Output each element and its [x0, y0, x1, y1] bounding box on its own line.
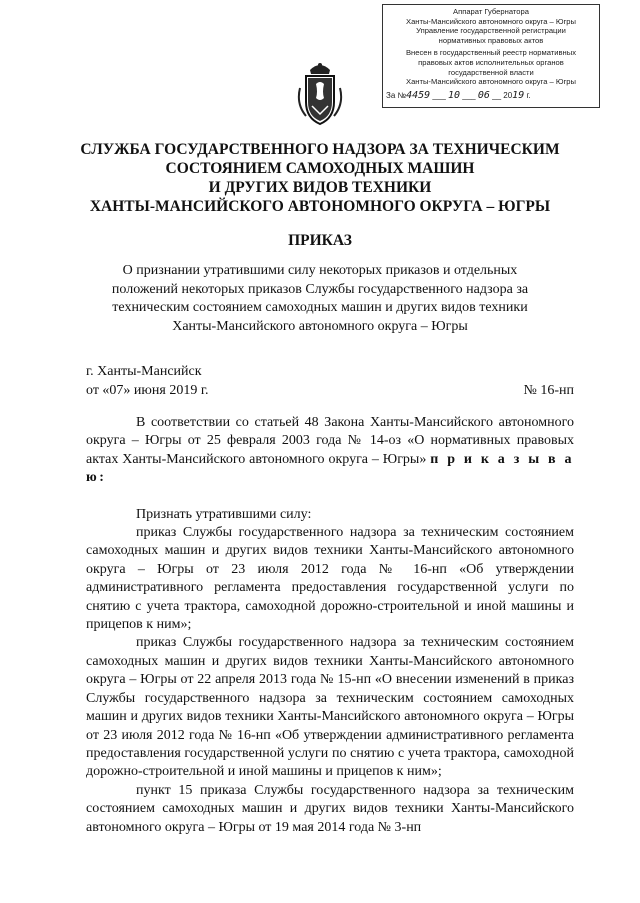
stamp-reg-number: 4459 — [406, 89, 431, 101]
coat-of-arms-icon — [296, 58, 344, 130]
order-word: п р и к а з ы в а ю: — [86, 451, 574, 486]
intro-paragraph: Признать утратившими силу: — [136, 506, 312, 522]
preamble-text: В соответствии со статьей 48 Закона Ханты-Мансийского автономного округа – Югры от 25 февраля 2003 года № 14-оз «О нормативных правовых актах Ханты-Мансийского автономного округа – Югры» — [86, 415, 574, 467]
preamble-paragraph — [86, 414, 574, 488]
org-line: И ДРУГИХ ВИДОВ ТЕХНИКИ — [208, 179, 432, 196]
stamp-reg-year-prefix: 20 — [503, 90, 513, 100]
org-line: ХАНТЫ-МАНСИЙСКОГО АВТОНОМНОГО ОКРУГА – ЮГРЫ — [89, 198, 551, 215]
list-item: приказ Службы государственного надзора за техническим состоянием самоходных машин и других видов техники Ханты-Мансийского автономного округа – Югры от 23 июля 2012 года № 16-нп «Об утверждении административного регламента предоставления государственной услуги по снятию с учета трактора, самоходной дорожно-строительной и иной машины и прицепов к ним»; — [86, 525, 574, 633]
registration-stamp — [382, 4, 600, 108]
stamp-line: Ханты-Мансийского автономного округа – Югры — [406, 77, 576, 87]
list-item: пункт 15 приказа Службы государственного надзора за техническим состоянием самоходных машин и других видов техники Ханты-Мансийского автономного округа – Югры от 19 мая 2014 года № 3-нп — [86, 782, 574, 835]
organization-name — [40, 140, 600, 216]
subject-line: Ханты-Мансийского автономного округа – Югры — [172, 318, 468, 334]
stamp-reg-suffix: г. — [526, 90, 531, 100]
document-subject — [80, 262, 560, 336]
document-type: ПРИКАЗ — [288, 232, 352, 249]
stamp-reg-month: 06 — [477, 89, 490, 101]
stamp-line: Внесен в государственный реестр нормативных — [405, 48, 577, 58]
stamp-reg-year: 19 — [512, 89, 525, 101]
document-number: № 16-нп — [523, 383, 574, 398]
org-line: СОСТОЯНИЕМ САМОХОДНЫХ МАШИН — [165, 160, 475, 177]
list-item: приказ Службы государственного надзора за техническим состоянием самоходных машин и других видов техники Ханты-Мансийского автономного округа – Югры от 22 апреля 2013 года № 15-нп «О внесении изменений в приказ Службы государственного надзора за техническим состоянием самоходных машин и других видов техники Ханты-Мансийского автономного округа – Югры от 23 июля 2012 года № 16-нп «Об утверждении административного регламента предоставления государственной услуги по снятию с учета трактора, самоходной дорожно-строительной и иной машины и прицепов к ним»; — [86, 635, 574, 780]
issue-place: г. Ханты-Мансийск — [86, 364, 202, 379]
stamp-line: правовых актов исполнительных органов — [418, 57, 564, 67]
stamp-line: Ханты-Мансийского автономного округа – Югры — [406, 16, 576, 26]
document-body — [86, 414, 574, 837]
stamp-registration-line: За №4459 ___ 10 ___ 06 __ 2019 г. — [386, 89, 531, 101]
org-line: СЛУЖБА ГОСУДАРСТВЕННОГО НАДЗОРА ЗА ТЕХНИЧЕСКИМ — [80, 141, 560, 158]
stamp-line: Аппарат Губернатора — [453, 7, 529, 16]
stamp-reg-prefix: За № — [386, 90, 407, 100]
stamp-line: нормативных правовых актов — [438, 35, 544, 45]
stamp-line: государственной власти — [448, 67, 534, 77]
subject-line: техническим состоянием самоходных машин и других видов техники — [112, 300, 528, 315]
issue-date: от «07» июня 2019 г. — [86, 383, 209, 398]
subject-line: О признании утратившими силу некоторых приказов и отдельных — [122, 263, 518, 278]
subject-line: положений некоторых приказов Службы государственного надзора за — [111, 281, 529, 297]
stamp-reg-day: 10 — [448, 89, 461, 101]
stamp-line: Управление государственной регистрации — [416, 26, 566, 36]
